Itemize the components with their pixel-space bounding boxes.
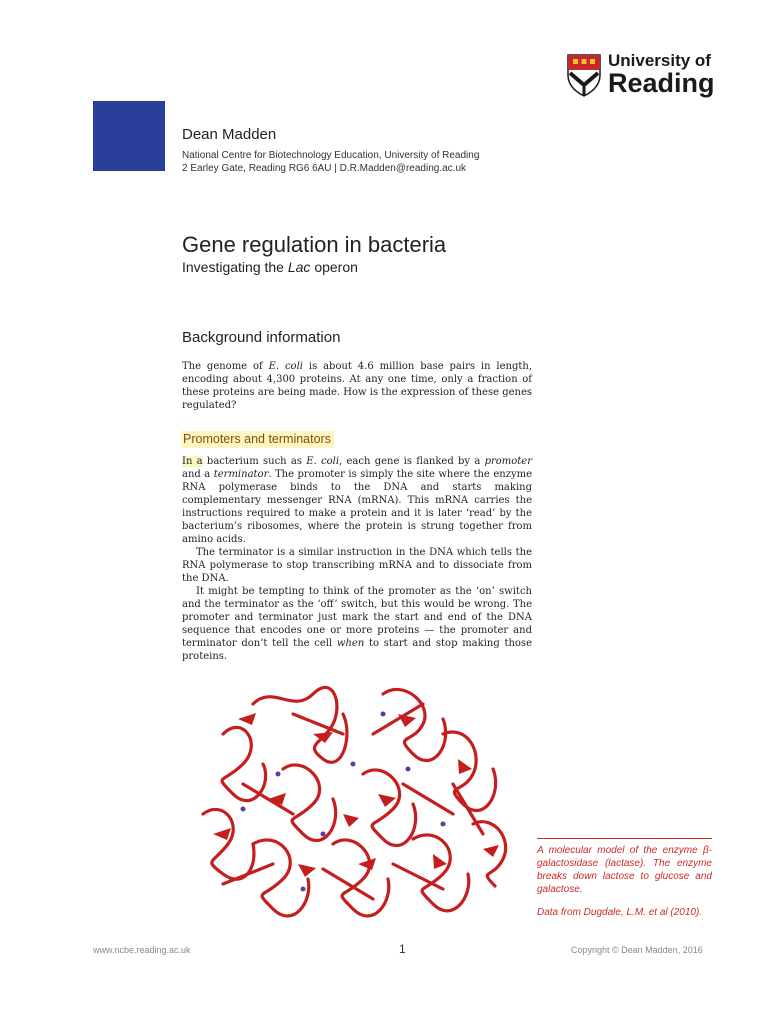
figure-caption: [537, 838, 712, 919]
text-run: . The promoter is simply the site where the enzyme RNA polymerase binds to the DNA and starts making complementary messenger RNA (mRNA). This mRNA carries the instructions required to make a protein and it is later ‘read’ by the bacterium’s ribosomes, where the protein is strung together from amino acids.: [182, 469, 532, 545]
protein-molecule-image: [183, 674, 529, 924]
caption-text: A molecular model of the enzyme β-galactosidase (lactase). The enzyme breaks down lactose to glucose and galactose.: [537, 845, 712, 895]
body-text: [182, 455, 532, 663]
text-run: is about 4.6 million base pairs in length, encoding about 4,300 proteins. At any one time, only a fraction of these proteins are being made. How is the expression of these genes regulated?: [182, 361, 532, 411]
logo-line-2: Reading: [608, 68, 715, 98]
university-logo[interactable]: [566, 52, 715, 97]
document-subtitle: [182, 259, 358, 275]
document-title: Gene regulation in bacteria: [182, 232, 447, 257]
footer-website-link[interactable]: www.ncbe.reading.ac.uk: [93, 945, 191, 955]
header-accent-square: [93, 101, 165, 171]
university-shield-icon: [566, 53, 602, 97]
background-paragraph: [182, 360, 532, 412]
author-block: [182, 126, 479, 175]
text-run: It might be tempting to think of the promoter as the ‘on’ switch and the terminator as the ‘off’ switch, but this would be wrong. The promoter and terminator just mark the start and end of the DNA sequence that encodes one or more proteins — the promoter and terminator don’t tell the cell: [182, 586, 532, 649]
subtitle-text: Investigating the: [182, 259, 288, 275]
text-run: , each gene is flanked by a: [339, 456, 485, 467]
footer-copyright: Copyright © Dean Madden, 2016: [571, 945, 703, 955]
text-run: bacterium such as: [202, 456, 307, 467]
caption-source: Data from Dugdale, L.M. et al (2010).: [537, 907, 703, 918]
paragraph-switch: [182, 585, 532, 663]
text-run: to start and stop making those proteins.: [182, 638, 532, 662]
highlighted-text: In a: [182, 456, 203, 467]
text-run: and a: [182, 469, 214, 480]
text-emphasis: terminator: [213, 469, 269, 480]
section-heading: Background information: [182, 329, 341, 346]
subsection-heading: Promoters and terminators: [181, 431, 334, 448]
text-run: The genome of: [182, 361, 269, 372]
author-address: 2 Earley Gate, Reading RG6 6AU | D.R.Madden@reading.ac.uk: [182, 163, 467, 174]
text-emphasis: E. coli: [306, 456, 340, 467]
paragraph-terminator: The terminator is a similar instruction in the DNA which tells the RNA polymerase to stop transcribing mRNA and to dissociate from the DNA.: [182, 547, 532, 584]
text-emphasis: when: [336, 638, 365, 649]
logo-line-1: University of: [608, 51, 711, 70]
paragraph-promoter: [182, 455, 532, 546]
footer-page-number: 1: [399, 942, 406, 956]
author-affiliation: National Centre for Biotechnology Education, University of Reading: [182, 150, 480, 161]
subtitle-text-end: operon: [310, 259, 358, 275]
subtitle-emphasis: Lac: [287, 259, 311, 275]
text-emphasis: promoter: [484, 456, 532, 467]
text-emphasis: E. coli: [268, 361, 303, 372]
author-name: Dean Madden: [182, 126, 277, 143]
